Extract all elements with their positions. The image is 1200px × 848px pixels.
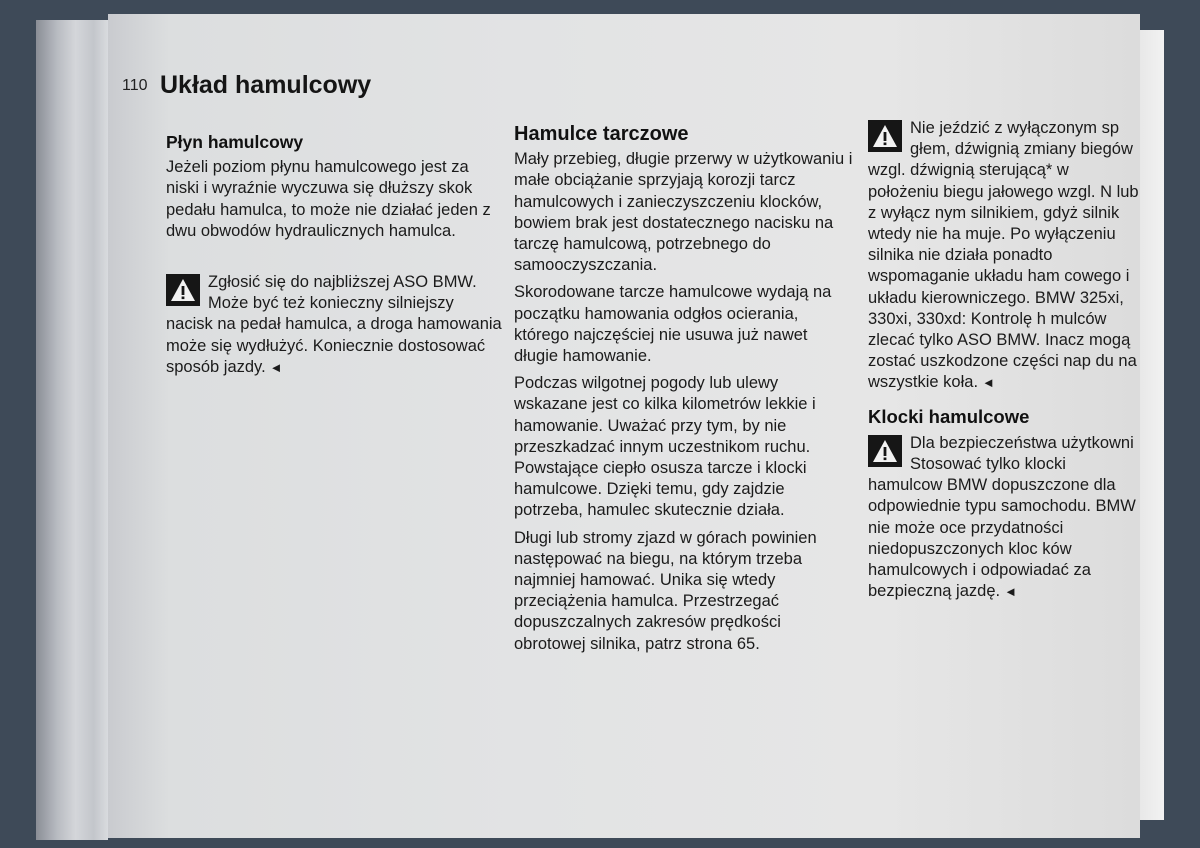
column-disc-brakes <box>514 124 854 661</box>
column-brake-fluid <box>166 132 504 378</box>
brake-fluid-warning <box>166 272 504 378</box>
warning-triangle-icon <box>868 435 902 467</box>
neutral-gear-warning <box>868 118 1140 394</box>
book-left-edge <box>36 20 108 840</box>
brake-fluid-heading: Płyn hamulcowy <box>166 132 304 152</box>
page-number: 110 <box>122 77 148 94</box>
column-warnings <box>868 118 1140 602</box>
disc-brakes-paragraph: Długi lub stromy zjazd w górach powinien następować na biegu, na którym trzeba najmniej hamować. Unika się wtedy przeciążenia hamulca. Przestrzegać dopuszczalnych zakresów prędkości obrotowej silnika, patrz strona 65. <box>514 528 817 653</box>
disc-brakes-paragraph: Podczas wilgotnej pogody lub ulewy wskazane jest co kilka kilometrów lekkie i hamowanie. Uważać przy tym, by nie przeszkadzać innym uczestnikom ruchu. Powstające ciepło osusza tarcze i klocki hamulcowe. Dzięki temu, gdy zajdzie potrzeba, hamulec skutecznie działa. <box>514 374 816 520</box>
disc-brakes-heading: Hamulce tarczowe <box>514 123 689 145</box>
end-of-section-mark: ◄ <box>1004 584 1017 600</box>
manual-page <box>108 14 1140 838</box>
warning-triangle-icon <box>868 120 902 152</box>
end-of-section-mark: ◄ <box>269 359 283 375</box>
disc-brakes-paragraph: Skorodowane tarcze hamulcowe wydają na początku hamowania odgłos ocierania, którego najczęściej nie usuwa już nawet długie hamowanie. <box>514 283 832 366</box>
brake-fluid-warning-text: Zgłosić się do najbliższej ASO BMW. Może być też konieczny silniejszy nacisk na pedał hamulca, a droga hamowania może się wydłużyć. Koniecznie dostosować sposób jazdy. <box>166 273 502 376</box>
neutral-gear-warning-text: Nie jeździć z wyłączonym sp głem, dźwignią zmiany biegów wzgl. dźwignią sterującą* w położeniu biegu jałowego wzgl. N lub z wyłącz nym silnikiem, gdyż silnik wtedy nie ha muje. Po wyłączeniu silnika nie działa ponadto wspomaganie układu ham cowego i układu kierowniczego. BMW 325xi, 330xi, 330xd: Kontrolę h mulców zlecać tylko ASO BMW. Inacz mogą zostać uszkodzone części nap du na wszystkie koła. <box>868 119 1139 392</box>
warning-triangle-icon <box>166 274 200 306</box>
brake-pads-warning-text: Dla bezpieczeństwa użytkowni Stosować tylko klocki hamulcow BMW dopuszczone dla odpowiednie typu samochodu. BMW nie może oce przydatności niedopuszczonych kloc ków hamulcowych i odpowiadać za bezpieczną jazdę. <box>868 433 1136 601</box>
brake-fluid-body: Jeżeli poziom płynu hamulcowego jest za niski i wyraźnie wyczuwa się dłuższy skok pedału hamulca, to może nie działać jeden z dwu obwodów hydraulicznych hamulca. <box>166 158 491 240</box>
chapter-title: Układ hamulcowy <box>160 71 372 99</box>
book-right-edge <box>1140 30 1164 820</box>
brake-pads-heading: Klocki hamulcowe <box>868 405 1030 427</box>
disc-brakes-paragraph: Mały przebieg, długie przerwy w użytkowaniu i małe obciążanie sprzyjają korozji tarcz hamulcowych i zanieczyszczeniu klocków, bowiem brak jest dostatecznego nacisku na tarczę hamulcową, potrzebnego do samooczyszczania. <box>514 150 853 275</box>
end-of-section-mark: ◄ <box>982 375 995 391</box>
brake-pads-warning <box>868 433 1140 603</box>
